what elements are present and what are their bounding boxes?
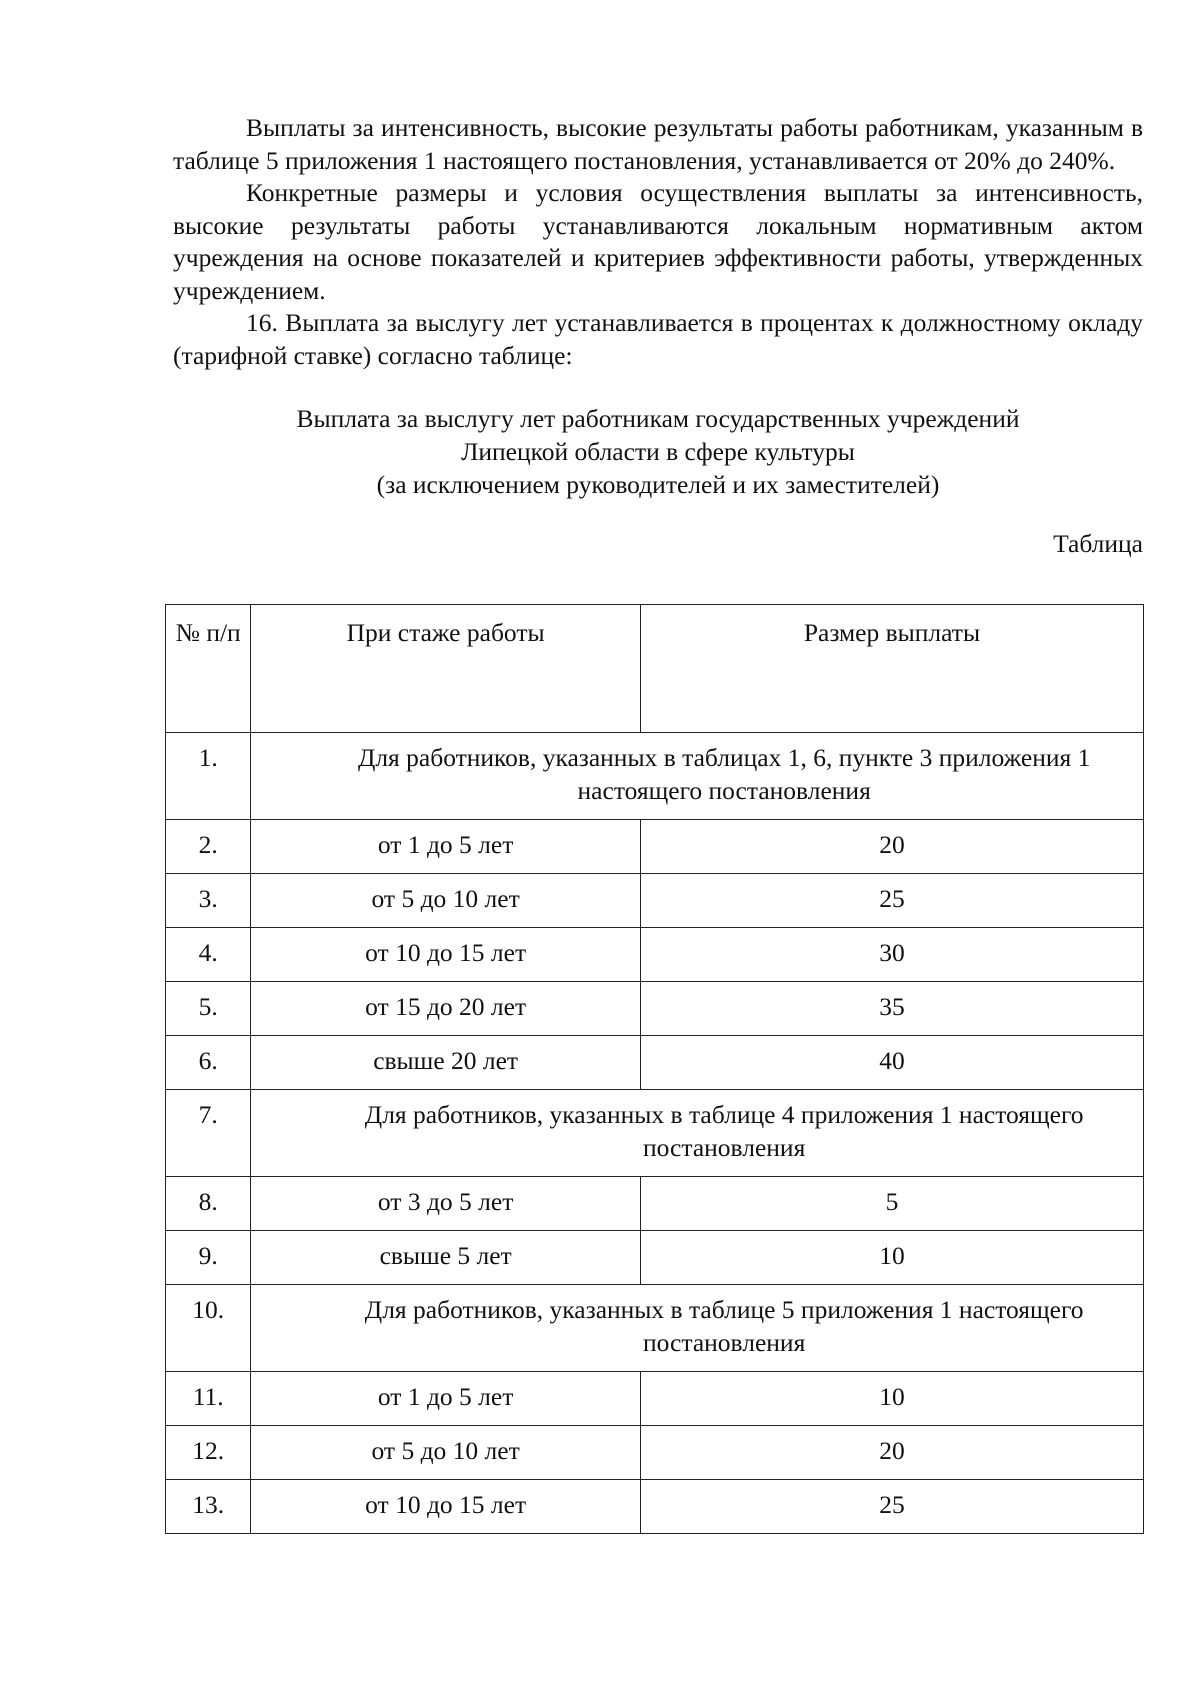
- header-payment-amount: Размер выплаты: [640, 605, 1143, 733]
- payment-amount-cell: 25: [640, 874, 1143, 928]
- row-number: 5.: [166, 982, 251, 1036]
- experience-cell: от 1 до 5 лет: [251, 1372, 641, 1426]
- experience-cell: свыше 5 лет: [251, 1231, 641, 1285]
- table-row: [166, 1372, 1144, 1426]
- table-section-row: [166, 733, 1144, 820]
- table-section-row: [166, 1285, 1144, 1372]
- row-number: 12.: [166, 1426, 251, 1480]
- table-row: [166, 1426, 1144, 1480]
- header-experience: При стаже работы: [251, 605, 641, 733]
- payment-amount-cell: 10: [640, 1372, 1143, 1426]
- table-row: [166, 982, 1144, 1036]
- row-number: 2.: [166, 820, 251, 874]
- row-number: 3.: [166, 874, 251, 928]
- table-heading-line-2: Липецкой области в сфере культуры: [461, 437, 855, 466]
- row-number: 13.: [166, 1480, 251, 1534]
- row-number: 6.: [166, 1036, 251, 1090]
- experience-cell: от 15 до 20 лет: [251, 982, 641, 1036]
- row-number: 8.: [166, 1177, 251, 1231]
- section-title: Для работников, указанных в таблице 5 приложения 1 настоящего постановления: [251, 1285, 1144, 1372]
- header-number: № п/п: [166, 605, 251, 733]
- table-row: [166, 820, 1144, 874]
- section-title: Для работников, указанных в таблицах 1, 6, пункте 3 приложения 1 настоящего постановления: [251, 733, 1144, 820]
- payment-amount-cell: 40: [640, 1036, 1143, 1090]
- table-row: [166, 1177, 1144, 1231]
- table-caption-label: Таблица: [1053, 529, 1143, 558]
- payment-amount-cell: 25: [640, 1480, 1143, 1534]
- document-page: [173, 112, 1143, 560]
- payment-amount-cell: 5: [640, 1177, 1143, 1231]
- section-title: Для работников, указанных в таблице 4 приложения 1 настоящего постановления: [251, 1090, 1144, 1177]
- experience-cell: от 5 до 10 лет: [251, 1426, 641, 1480]
- table-row: [166, 874, 1144, 928]
- table-row: [166, 1480, 1144, 1534]
- payment-amount-cell: 10: [640, 1231, 1143, 1285]
- paragraph-payment-conditions: Конкретные размеры и условия осуществления выплаты за интенсивность, высокие результаты работы устанавливаются локальным нормативным актом учреждения на основе показателей и критериев эффективности работы, утвержденных учреждением.: [173, 178, 1143, 305]
- row-number: 11.: [166, 1372, 251, 1426]
- experience-cell: от 10 до 15 лет: [251, 928, 641, 982]
- seniority-payment-table: [165, 604, 1144, 1534]
- payment-amount-cell: 20: [640, 1426, 1143, 1480]
- experience-cell: свыше 20 лет: [251, 1036, 641, 1090]
- row-number: 9.: [166, 1231, 251, 1285]
- table-heading-line-3: (за исключением руководителей и их заместителей): [376, 470, 940, 499]
- table-row: [166, 1231, 1144, 1285]
- experience-cell: от 3 до 5 лет: [251, 1177, 641, 1231]
- payment-amount-cell: 35: [640, 982, 1143, 1036]
- table-heading: [173, 402, 1143, 501]
- experience-cell: от 10 до 15 лет: [251, 1480, 641, 1534]
- table-row: [166, 1036, 1144, 1090]
- row-number: 7.: [166, 1090, 251, 1177]
- table-body: [166, 733, 1144, 1534]
- row-number: 4.: [166, 928, 251, 982]
- paragraph-seniority-payment: 16. Выплата за выслугу лет устанавливается в процентах к должностному окладу (тарифной ставке) согласно таблице:: [173, 308, 1143, 370]
- table-section-row: [166, 1090, 1144, 1177]
- paragraph-intensity-payment: Выплаты за интенсивность, высокие результаты работы работникам, указанным в таблице 5 приложения 1 настоящего постановления, устанавливается от 20% до 240%.: [173, 113, 1143, 175]
- row-number: 10.: [166, 1285, 251, 1372]
- experience-cell: от 5 до 10 лет: [251, 874, 641, 928]
- table-header-row: [166, 605, 1144, 733]
- table-row: [166, 928, 1144, 982]
- payment-amount-cell: 30: [640, 928, 1143, 982]
- table-heading-line-1: Выплата за выслугу лет работникам государственных учреждений: [296, 404, 1020, 433]
- payment-amount-cell: 20: [640, 820, 1143, 874]
- experience-cell: от 1 до 5 лет: [251, 820, 641, 874]
- row-number: 1.: [166, 733, 251, 820]
